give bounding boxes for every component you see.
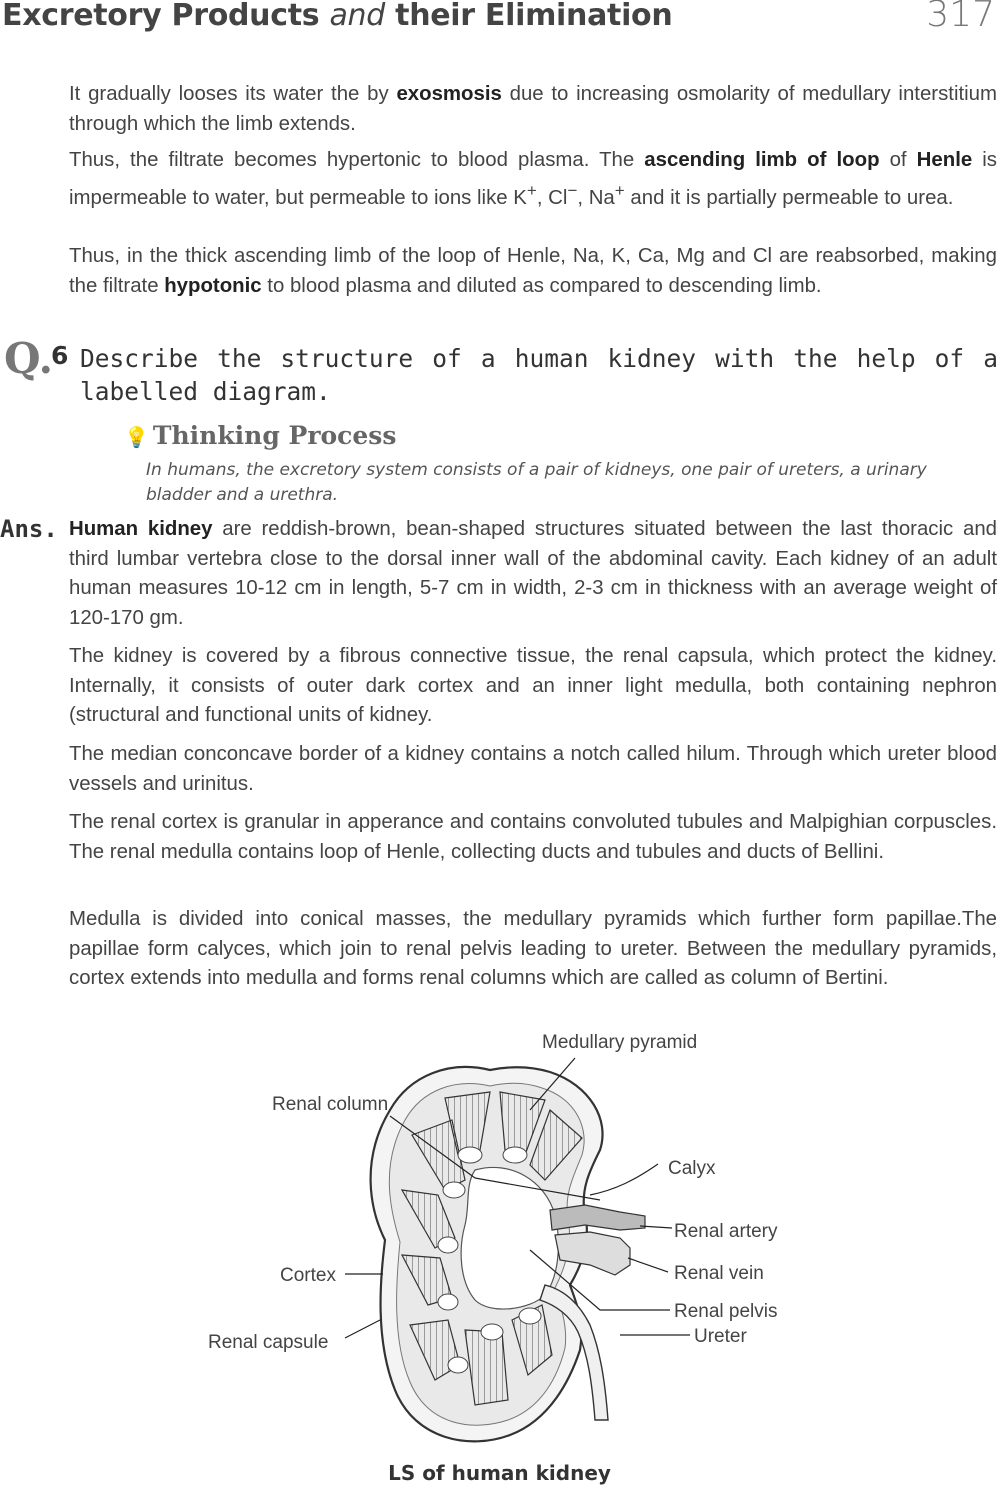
label-ureter: Ureter	[694, 1326, 747, 1347]
running-header-title: Excretory Products and their Elimination	[2, 0, 673, 33]
papilla	[448, 1357, 468, 1373]
leader-renal-vein	[628, 1258, 668, 1272]
papilla	[503, 1147, 527, 1163]
question-text: Describe the structure of a human kidney with the help of a labelled diagram.	[80, 344, 998, 406]
intro-paragraph-3: Thus, in the thick ascending limb of the loop of Henle, Na, K, Ca, Mg and Cl are reabsorbed, making the filtrate hypotonic to blood plasma and diluted as compared to descending limb.	[69, 245, 997, 297]
kidney-diagram	[190, 1020, 810, 1460]
answer-label: Ans.	[0, 515, 58, 543]
bulb-icon: 💡	[124, 425, 149, 449]
intro-paragraph-2: Thus, the filtrate becomes hypertonic to blood plasma. The ascending limb of loop of Henle is impermeable to water, but permeable to ions like K+, Cl−, Na+ and it is partially permeable to urea.	[69, 149, 997, 209]
intro-paragraph-1: It gradually looses its water the by exosmosis due to increasing osmolarity of medullary interstitium through which the limb extends.	[69, 83, 997, 135]
answer-paragraph-2: The kidney is covered by a fibrous connective tissue, the renal capsula, which protect the kidney. Internally, it consists of outer dark cortex and an inner light medulla, both containing nephron (structural and functional units of kidney.	[69, 645, 997, 726]
label-renal-pelvis: Renal pelvis	[674, 1301, 778, 1322]
leader-renal-capsule	[345, 1320, 380, 1338]
label-renal-capsule: Renal capsule	[208, 1332, 329, 1353]
figure-caption: LS of human kidney	[388, 1461, 611, 1485]
answer-paragraph-1: Human kidney are reddish-brown, bean-shaped structures situated between the last thoracic and third lumbar vertebra close to the dorsal inner wall of the abdominal cavity. Each kidney of an adult human measures 10-12 cm in length, 5-7 cm in width, 2-3 cm in thickness with an average weight of 120-170 gm.	[69, 518, 997, 629]
thinking-process-heading: 💡 Thinking Process	[124, 421, 397, 450]
question-mark-label: Q.	[4, 334, 54, 383]
label-renal-column: Renal column	[272, 1094, 389, 1115]
papilla	[438, 1294, 458, 1310]
label-cortex: Cortex	[280, 1265, 336, 1286]
label-renal-vein: Renal vein	[674, 1263, 764, 1284]
papilla	[443, 1182, 465, 1198]
page-number: 317	[926, 0, 995, 35]
thinking-process-text: In humans, the excretory system consists of a pair of kidneys, one pair of ureters, a urinary bladder and a urethra.	[146, 460, 927, 505]
label-calyx: Calyx	[668, 1158, 716, 1179]
answer-paragraph-3: The median conconcave border of a kidney contains a notch called hilum. Through which ureter blood vessels and urinitus.	[69, 743, 997, 795]
papilla	[481, 1324, 503, 1340]
leader-calyx	[590, 1164, 658, 1195]
answer-paragraph-5: Medulla is divided into conical masses, the medullary pyramids which further form papillae.The papillae form calyces, which join to renal pelvis leading to ureter. Between the medullary pyramids, cortex extends into medulla and forms renal columns which are called as column of Bertini.	[69, 908, 997, 989]
papilla	[519, 1308, 541, 1324]
label-renal-artery: Renal artery	[674, 1221, 778, 1242]
answer-paragraph-4: The renal cortex is granular in apperance and contains convoluted tubules and Malpighian corpuscles. The renal medulla contains loop of Henle, collecting ducts and tubules and ducts of Bellini.	[69, 811, 997, 863]
label-medullary-pyramid: Medullary pyramid	[542, 1032, 698, 1053]
question-number: 6	[51, 341, 69, 370]
renal-artery-shape	[550, 1205, 645, 1230]
papilla	[438, 1237, 458, 1253]
papilla	[458, 1147, 482, 1163]
